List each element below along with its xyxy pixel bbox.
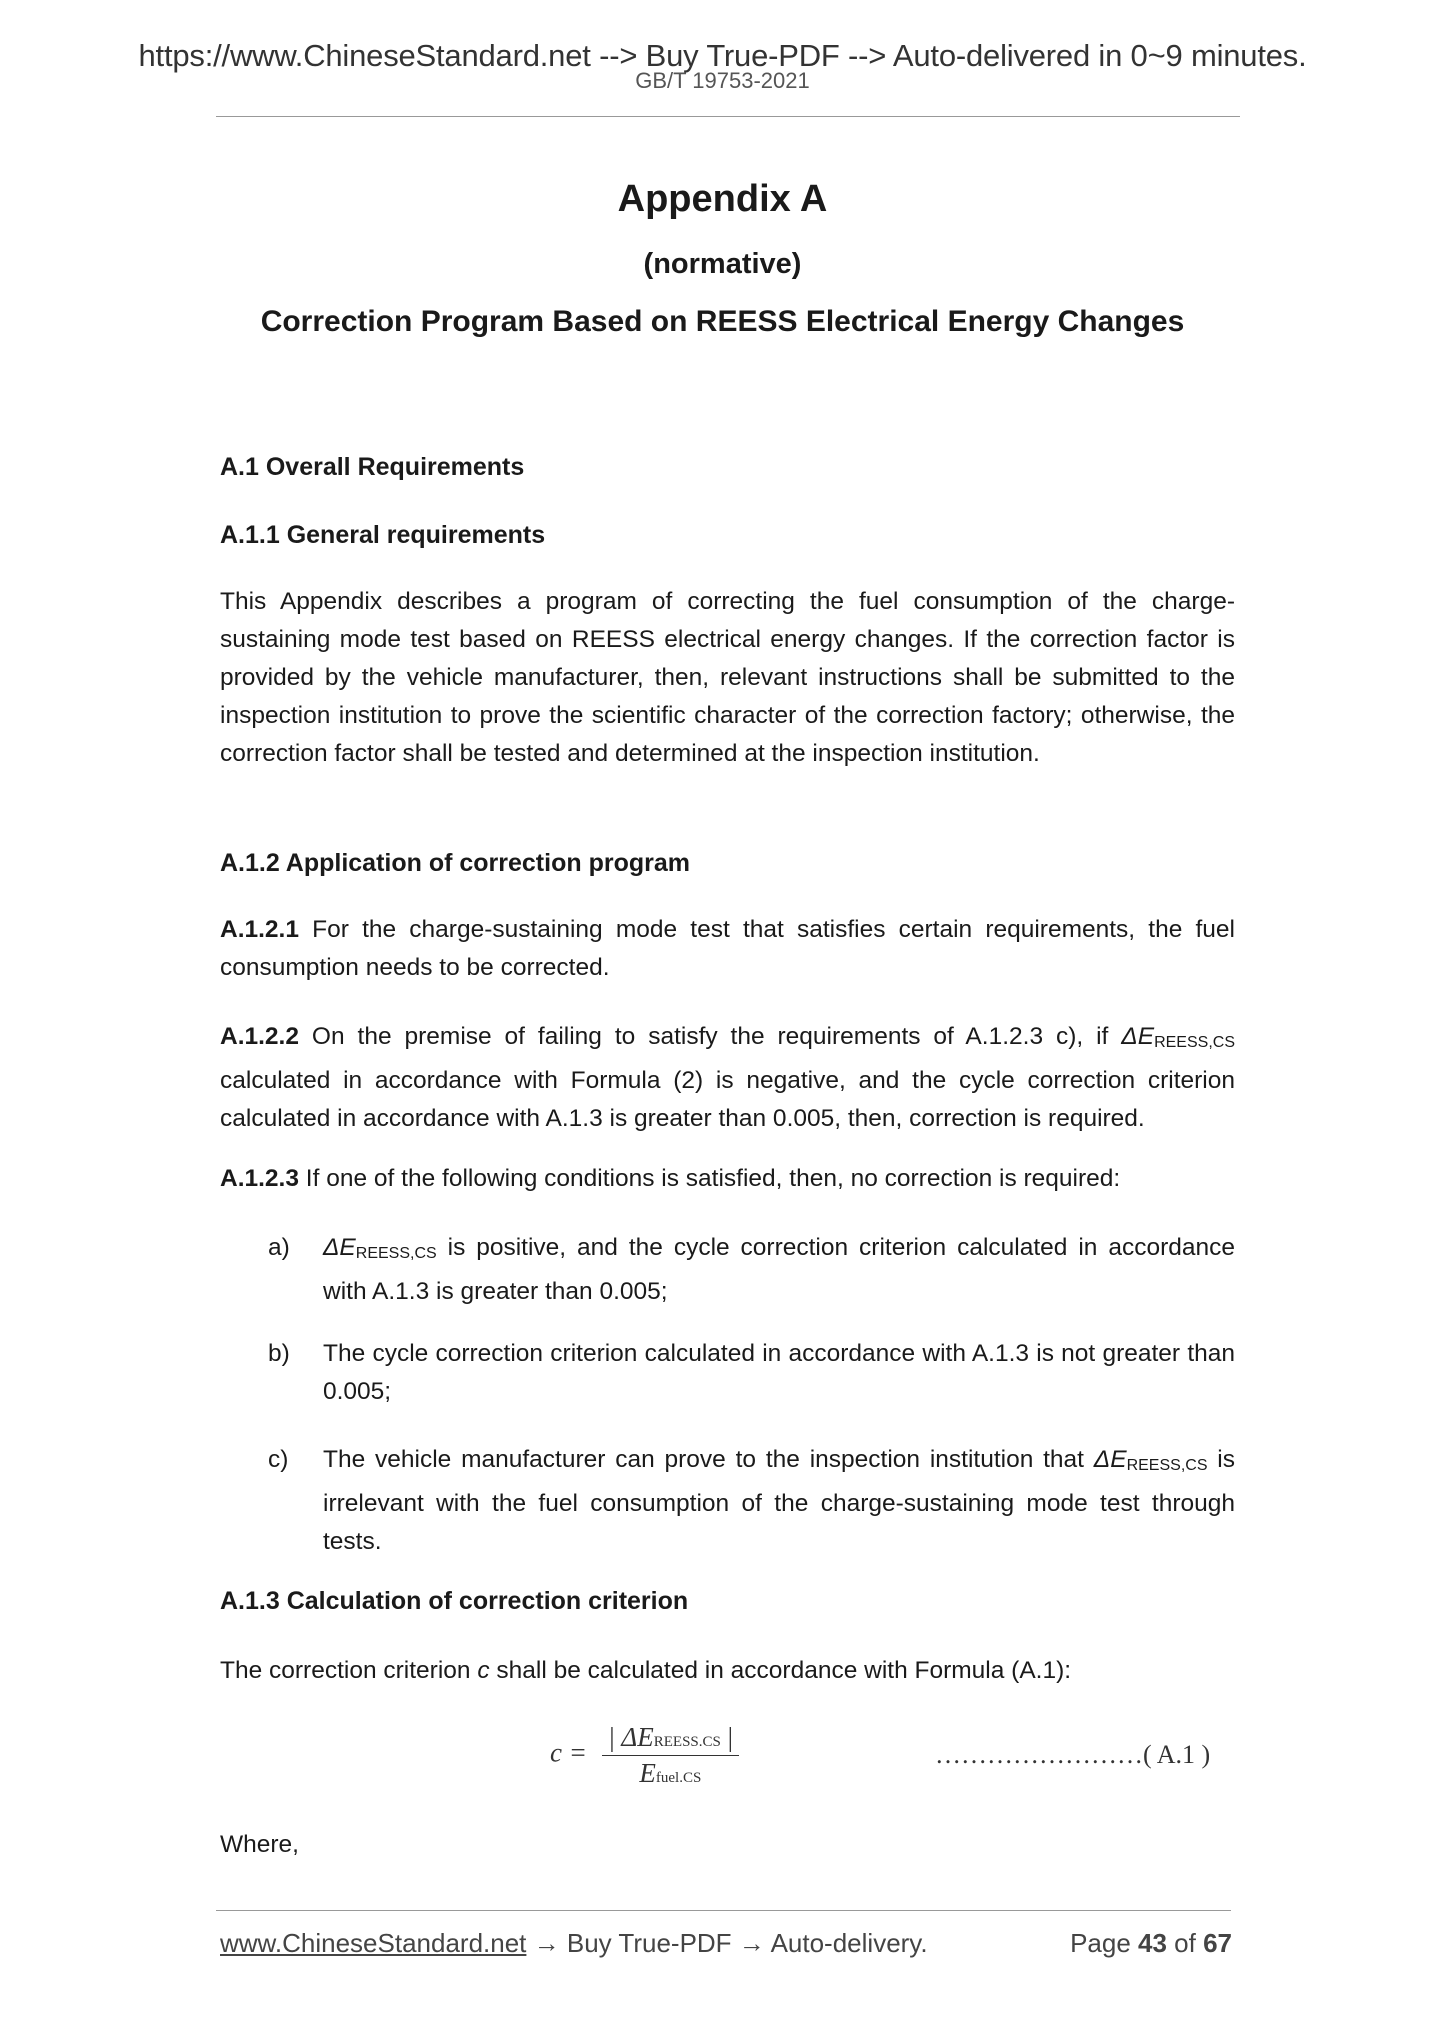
list-text: The cycle correction criterion calculated in accordance with A.1.3 is not greater than 0.005; — [323, 1340, 1235, 1405]
page-total: 67 — [1203, 1928, 1232, 1958]
formula-denominator — [602, 1756, 739, 1789]
where-label: Where, — [220, 1831, 299, 1858]
list-text: The vehicle manufacturer can prove to the inspection institution that — [323, 1446, 1094, 1473]
numerator-subscript: REESS.CS — [653, 1734, 721, 1750]
list-item-b — [268, 1335, 1235, 1411]
footer-divider — [216, 1910, 1231, 1911]
list-marker: a) — [268, 1234, 290, 1261]
heading-a1: A.1 Overall Requirements — [220, 453, 525, 481]
paragraph-a11: This Appendix describes a program of correcting the fuel consumption of the charge-sustaining mode test based on REESS electrical energy changes. If the correction factor is provided by the vehicle manufacturer, then, relevant instructions shall be submitted to the inspection institution to prove the scientific character of the correction factory; otherwise, the correction factor shall be tested and determined at the inspection institution. — [220, 588, 1235, 767]
denominator-subscript: fuel.CS — [655, 1770, 702, 1786]
page-label: Page — [1070, 1928, 1139, 1958]
symbol-subscript: REESS,CS — [355, 1245, 437, 1262]
list-marker: b) — [268, 1340, 290, 1367]
symbol-subscript: REESS,CS — [1154, 1034, 1235, 1051]
clause-text: For the charge-sustaining mode test that satisfies certain requirements, the fuel consumption needs to be corrected. — [220, 916, 1235, 981]
symbol-delta-e: ΔE — [1121, 1023, 1155, 1050]
heading-a11: A.1.1 General requirements — [220, 521, 546, 549]
formula-a1 — [550, 1722, 739, 1789]
formula-numerator — [602, 1722, 739, 1756]
page-indicator — [1070, 1928, 1232, 1959]
footer-text: → Buy True-PDF → Auto-delivery. — [526, 1928, 928, 1958]
paragraph-a13 — [220, 1652, 1235, 1690]
list-text: is irrelevant with the fuel consumption of the charge-sustaining mode test through tests. — [323, 1446, 1235, 1555]
appendix-title: Appendix A — [617, 178, 828, 220]
appendix-subject: Correction Program Based on REESS Electrical Energy Changes — [260, 305, 1185, 338]
formula-number: ……………………( A.1 ) — [935, 1740, 1211, 1769]
symbol-subscript: REESS,CS — [1126, 1457, 1208, 1474]
list-marker: c) — [268, 1446, 289, 1473]
numerator-symbol: | ΔE — [607, 1722, 654, 1752]
paragraph-a121 — [220, 911, 1235, 987]
symbol-delta-e: ΔE — [323, 1234, 356, 1261]
variable-c: c — [477, 1657, 490, 1684]
header-divider — [216, 116, 1240, 117]
heading-a12: A.1.2 Application of correction program — [220, 849, 690, 877]
footer — [220, 1928, 1232, 1959]
clause-number: A.1.2.3 — [220, 1165, 299, 1192]
list-item-c — [268, 1441, 1235, 1561]
clause-number: A.1.2.1 — [220, 916, 299, 943]
list-item-a — [268, 1229, 1235, 1311]
list-text: is positive, and the cycle correction criterion calculated in accordance with A.1.3 is greater than 0.005; — [323, 1234, 1235, 1305]
paragraph-text: shall be calculated in accordance with Formula (A.1): — [489, 1657, 1072, 1684]
clause-text: If one of the following conditions is satisfied, then, no correction is required: — [299, 1165, 1121, 1192]
paragraph-a122 — [220, 1018, 1235, 1138]
footer-link[interactable]: www.ChineseStandard.net — [220, 1928, 527, 1958]
standard-code: GB/T 19753-2021 — [635, 68, 810, 93]
paragraph-text: The correction criterion — [220, 1657, 478, 1684]
paragraph-a123 — [220, 1160, 1235, 1198]
appendix-type: (normative) — [643, 248, 802, 280]
page-current: 43 — [1138, 1928, 1167, 1958]
symbol-delta-e: ΔE — [1093, 1446, 1127, 1473]
formula-fraction — [602, 1722, 739, 1789]
top-banner: https://www.ChineseStandard.net --> Buy True-PDF --> Auto-delivered in 0~9 minutes. — [138, 38, 1307, 73]
numerator-end: | — [720, 1722, 734, 1752]
heading-a13: A.1.3 Calculation of correction criterion — [220, 1587, 689, 1615]
formula-lhs: c = — [550, 1737, 587, 1768]
page-of: of — [1166, 1928, 1204, 1958]
clause-number: A.1.2.2 — [220, 1023, 299, 1050]
clause-text: calculated in accordance with Formula (2) is negative, and the cycle correction criterion calculated in accordance with A.1.3 is greater than 0.005, then, correction is required. — [220, 1067, 1235, 1132]
denominator-symbol: E — [639, 1758, 656, 1788]
clause-text: On the premise of failing to satisfy the requirements of A.1.2.3 c), if — [299, 1023, 1122, 1050]
